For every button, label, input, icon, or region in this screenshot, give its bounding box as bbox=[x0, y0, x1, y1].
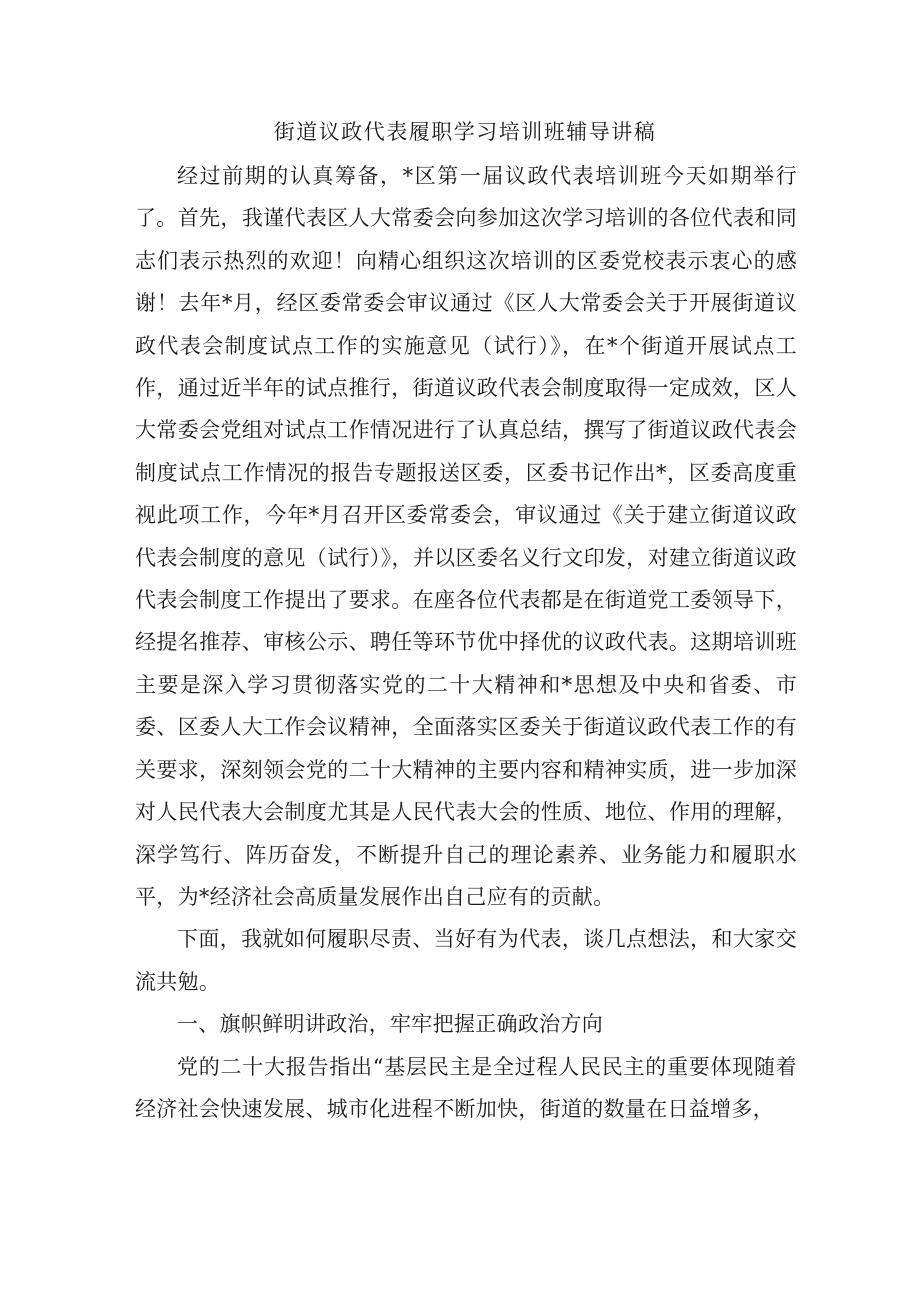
paragraph-section-1: 党的二十大报告指出“基层民主是全过程人民民主的重要体现随着经济社会快速发展、城市化进程不断加快，街道的数量在日益增多， bbox=[135, 1054, 797, 1121]
document-body bbox=[135, 155, 797, 1130]
document-title: 街道议政代表履职学习培训班辅导讲稿 bbox=[273, 120, 657, 144]
paragraph-intro: 下面，我就如何履职尽责、当好有为代表，谈几点想法，和大家交流共勉。 bbox=[135, 927, 797, 994]
section-heading-1: 一、旗帜鲜明讲政治，牢牢把握正确政治方向 bbox=[177, 1012, 603, 1037]
paragraph-opening: 经过前期的认真筹备，*区第一届议政代表培训班今天如期举行了。首先，我谨代表区人大常委会向参加这次学习培训的各位代表和同志们表示热烈的欢迎！向精心组织这次培训的区委党校表示衷心的感谢！去年*月，经区委常委会审议通过《区人大常委会关于开展街道议政代表会制度试点工作的实施意见（试行）》，在*个街道开展试点工作，通过近半年的试点推行，街道议政代表会制度取得一定成效，区人大常委会党组对试点工作情况进行了认真总结，撰写了街道议政代表会制度试点工作情况的报告专题报送区委，区委书记作出*，区委高度重视此项工作，今年*月召开区委常委会，审议通过《关于建立街道议政代表会制度的意见（试行）》，并以区委名义行文印发，对建立街道议政代表会制度工作提出了要求。在座各位代表都是在街道党工委领导下，经提名推荐、审核公示、聘任等环节优中择优的议政代表。这期培训班主要是深入学习贯彻落实党的二十大精神和*思想及中央和省委、市委、区委人大工作会议精神，全面落实区委关于街道议政代表工作的有关要求，深刻领会党的二十大精神的主要内容和精神实质，进一步加深对人民代表大会制度尤其是人民代表大会的性质、地位、作用的理解，深学笃行、阵历奋发，不断提升自己的理论素养、业务能力和履职水平，为*经济社会高质量发展作出自己应有的贡献。 bbox=[135, 164, 797, 909]
